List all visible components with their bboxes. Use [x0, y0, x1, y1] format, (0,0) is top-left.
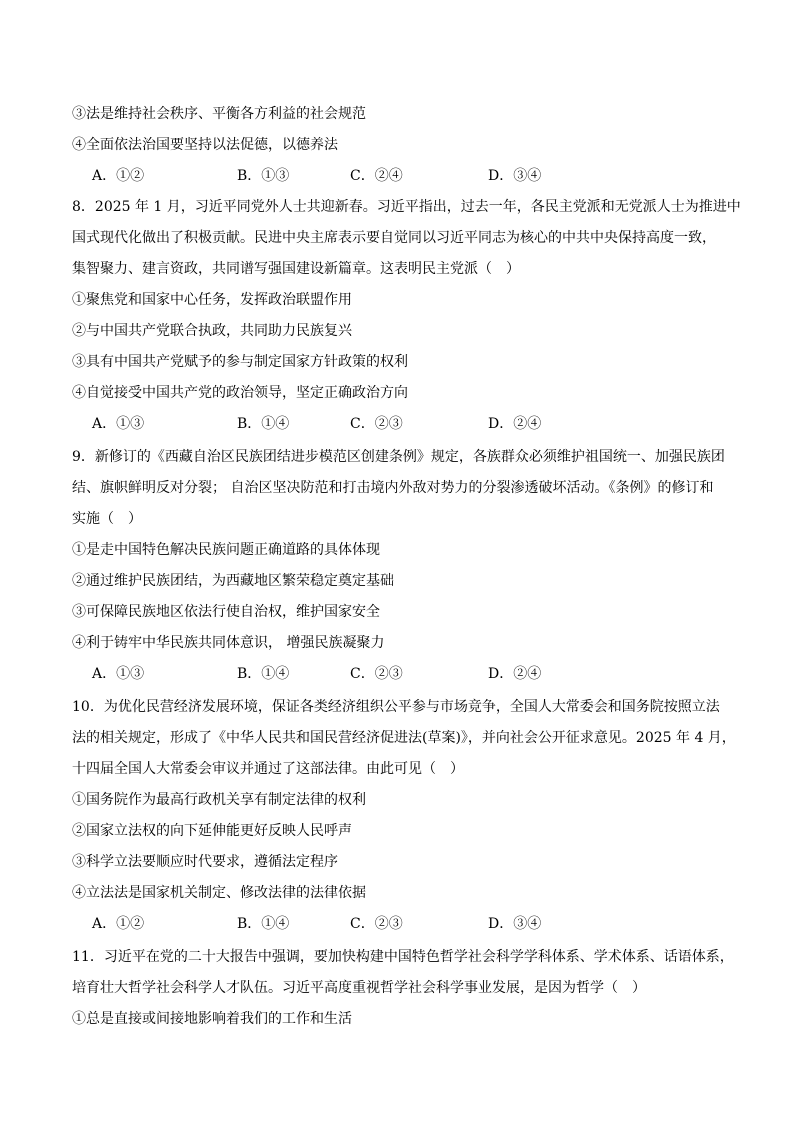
question-10-stem-line-1: 10．为优化民营经济发展环境，保证各类经济组织公平参与市场竞争，全国人大常委会和国务院按照立法: [72, 699, 720, 715]
option-a: A．①③: [92, 666, 145, 682]
question-8-item-1: ①聚焦党和国家中心任务，发挥政治联盟作用: [72, 292, 352, 308]
option-d: D．②④: [488, 666, 542, 682]
question-10-item-4: ④立法法是国家机关制定、修改法律的法律依据: [72, 885, 366, 901]
question-8-stem-line-3: 集智聚力、建言资政，共同谱写强国建设新篇章。这表明民主党派（ ）: [72, 261, 520, 277]
question-9-item-1: ①是走中国特色解决民族问题正确道路的具体体现: [72, 542, 380, 558]
option-b: B．①③: [237, 168, 290, 184]
question-10-options: [0, 914, 794, 934]
prev-question-options: [0, 166, 794, 186]
option-d: D．②④: [488, 416, 542, 432]
option-a: A．①③: [92, 416, 145, 432]
question-10-item-2: ②国家立法权的向下延伸能更好反映人民呼声: [72, 823, 352, 839]
question-8-stem-line-1: 8．2025 年 1 月，习近平同党外人士共迎新春。习近平指出，过去一年，各民主党派和无党派人士为推进中: [72, 199, 741, 215]
option-b: B．①④: [237, 666, 290, 682]
prev-question-item-4: ④全面依法治国要坚持以法促德，以德养法: [72, 137, 338, 153]
question-8-stem-line-2: 国式现代化做出了积极贡献。民进中央主席表示要自觉同以习近平同志为核心的中共中央保持高度一致，: [72, 230, 716, 246]
question-10-item-1: ①国务院作为最高行政机关享有制定法律的权利: [72, 792, 366, 808]
question-9-stem-line-1: 9．新修订的《西藏自治区民族团结进步模范区创建条例》规定，各族群众必须维护祖国统一、加强民族团: [72, 449, 725, 465]
question-10-stem-line-2: 法的相关规定，形成了《中华人民共和国民营经济促进法(草案)》，并向社会公开征求意见。2025 年 4 月，: [72, 730, 736, 746]
prev-question-item-3: ③法是维持社会秩序、平衡各方利益的社会规范: [72, 106, 366, 122]
question-8-item-2: ②与中国共产党联合执政，共同助力民族复兴: [72, 323, 352, 339]
question-9-item-4: ④利于铸牢中华民族共同体意识， 增强民族凝聚力: [72, 635, 385, 651]
option-d: D．③④: [488, 916, 542, 932]
question-11-item-1: ①总是直接或间接地影响着我们的工作和生活: [72, 1011, 352, 1027]
question-11-stem-line-1: 11．习近平在党的二十大报告中强调，要加快构建中国特色哲学社会科学学科体系、学术体系、话语体系，: [72, 949, 734, 965]
option-c: C．②③: [350, 916, 403, 932]
question-8-item-3: ③具有中国共产党赋予的参与制定国家方针政策的权利: [72, 354, 408, 370]
question-9-options: [0, 664, 794, 684]
question-10-item-3: ③科学立法要顺应时代要求，遵循法定程序: [72, 854, 338, 870]
question-9-item-2: ②通过维护民族团结，为西藏地区繁荣稳定奠定基础: [72, 573, 394, 589]
option-c: C．②④: [350, 168, 403, 184]
question-8-options: [0, 414, 794, 434]
option-a: A．①②: [92, 168, 145, 184]
option-d: D．③④: [488, 168, 542, 184]
question-10-stem-line-3: 十四届全国人大常委会审议并通过了这部法律。由此可见（ ）: [72, 761, 464, 777]
question-9-stem-line-2: 结、旗帜鲜明反对分裂； 自治区坚决防范和打击境内外敌对势力的分裂渗透破坏活动。《条例》的修订和: [72, 480, 714, 496]
option-c: C．②③: [350, 416, 403, 432]
option-a: A．①②: [92, 916, 145, 932]
question-9-stem-line-3: 实施（ ）: [72, 511, 142, 527]
question-9-item-3: ③可保障民族地区依法行使自治权，维护国家安全: [72, 604, 380, 620]
question-11-stem-line-2: 培育壮大哲学社会科学人才队伍。习近平高度重视哲学社会科学事业发展，是因为哲学（ ）: [72, 980, 646, 996]
option-c: C．②③: [350, 666, 403, 682]
option-b: B．①④: [237, 916, 290, 932]
option-b: B．①④: [237, 416, 290, 432]
question-8-item-4: ④自觉接受中国共产党的政治领导，坚定正确政治方向: [72, 385, 408, 401]
